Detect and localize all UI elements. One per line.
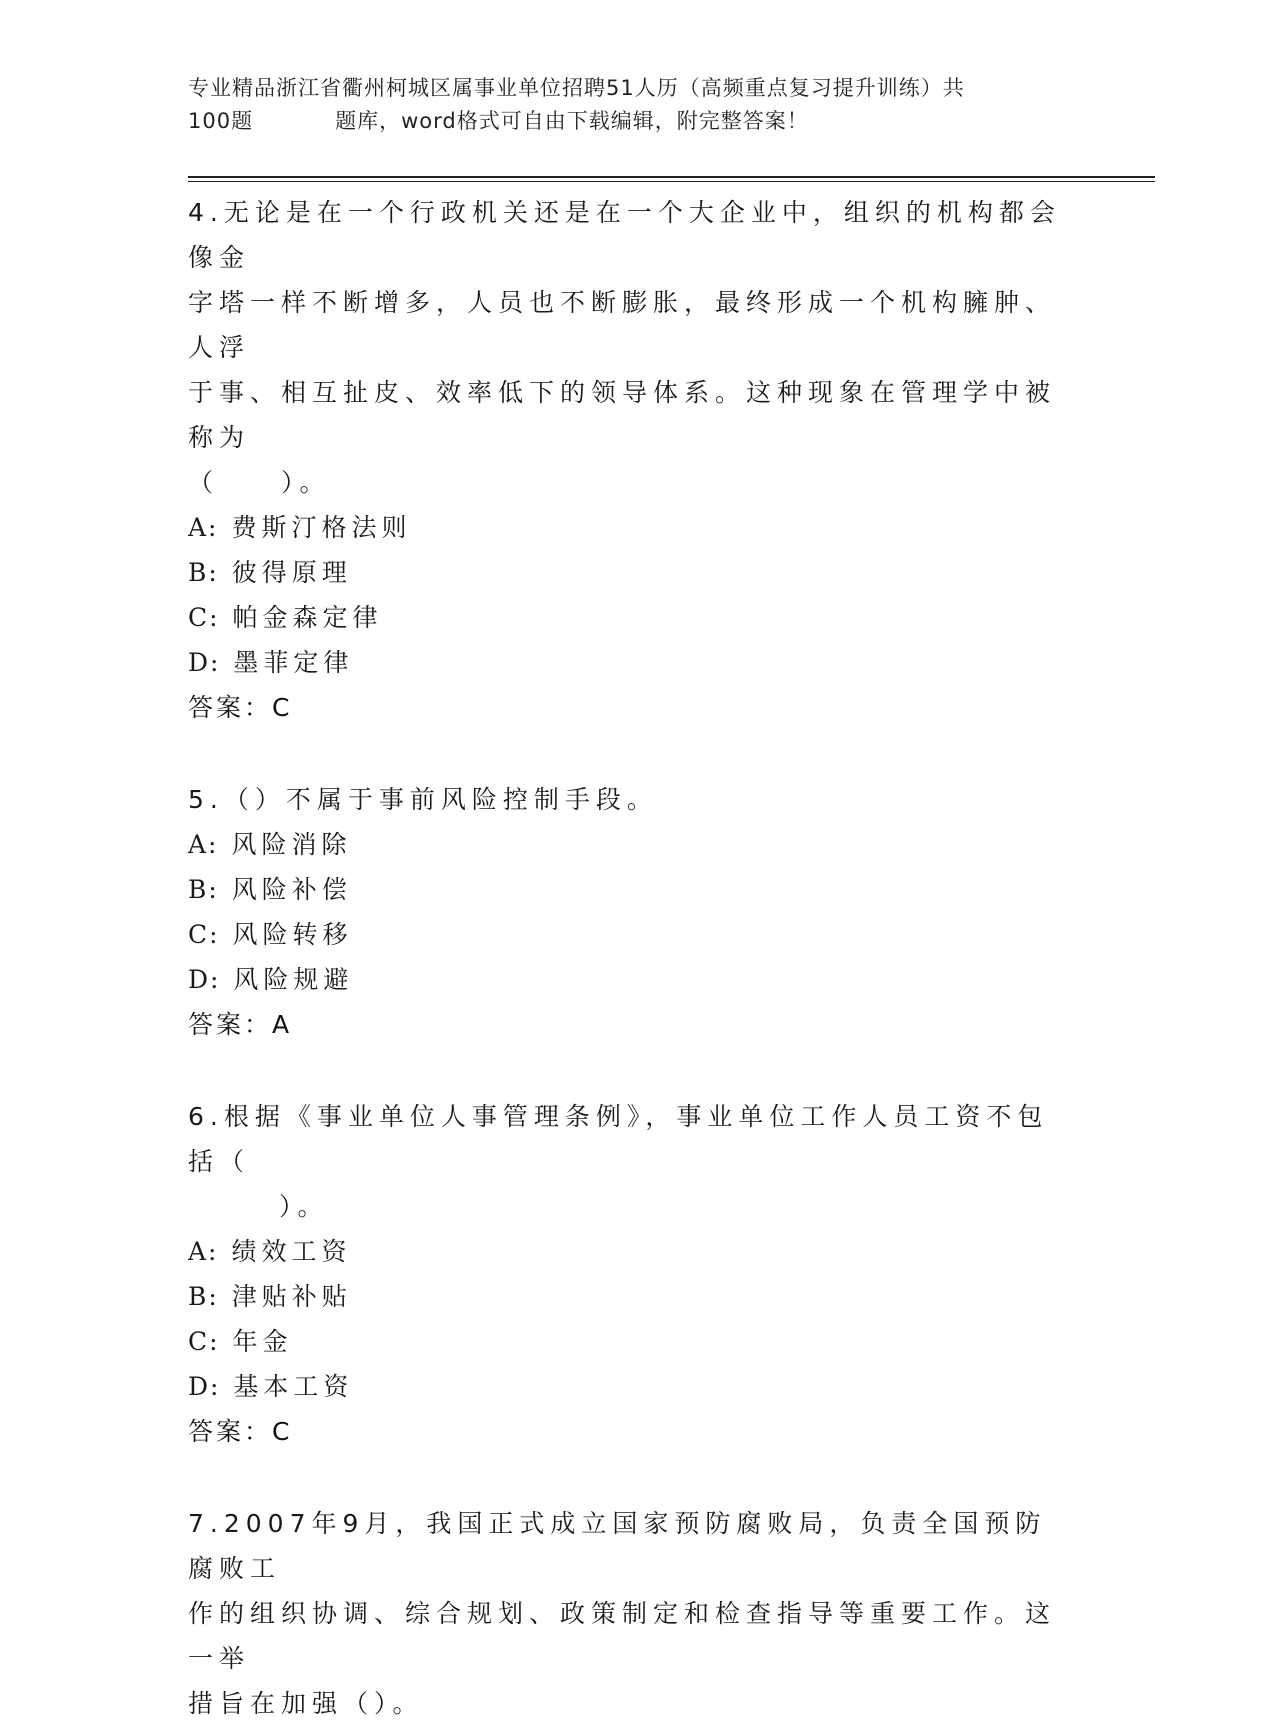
option-c bbox=[188, 912, 1068, 957]
option-d bbox=[188, 640, 1068, 685]
option-key: A: bbox=[188, 513, 219, 542]
option-key: D: bbox=[188, 965, 221, 994]
question-text-line: 4.无论是在一个行政机关还是在一个大企业中，组织的机构都会像金 bbox=[188, 198, 1061, 272]
option-text: 帕金森定律 bbox=[232, 603, 383, 632]
option-key: B: bbox=[188, 1282, 219, 1311]
option-b bbox=[188, 867, 1068, 912]
question-4 bbox=[188, 190, 1068, 730]
answer-line: 答案：C bbox=[188, 1417, 293, 1446]
question-text-line: 6.根据《事业单位人事管理条例》，事业单位工作人员工资不包括（ bbox=[188, 1102, 1049, 1176]
header-title-line2 bbox=[188, 105, 1088, 138]
option-text: 风险转移 bbox=[232, 920, 353, 949]
option-b bbox=[188, 1274, 1068, 1319]
answer-line: 答案：C bbox=[188, 693, 293, 722]
header-divider-thick bbox=[188, 176, 1155, 178]
question-5 bbox=[188, 777, 1068, 1047]
header-divider-thin bbox=[188, 181, 1155, 182]
option-text: 费斯汀格法则 bbox=[231, 513, 412, 542]
option-key: C: bbox=[188, 920, 220, 949]
question-text-line: （ ）。 bbox=[188, 468, 331, 497]
question-text-line bbox=[188, 1184, 1068, 1229]
option-text: 风险补偿 bbox=[231, 875, 352, 904]
option-c bbox=[188, 595, 1068, 640]
option-a bbox=[188, 822, 1068, 867]
option-text: 风险消除 bbox=[231, 830, 352, 859]
question-6 bbox=[188, 1094, 1068, 1454]
option-text: 彼得原理 bbox=[231, 558, 352, 587]
option-key: A: bbox=[188, 1237, 219, 1266]
option-a bbox=[188, 505, 1068, 550]
question-text-line: 字塔一样不断增多，人员也不断膨胀，最终形成一个机构臃肿、人浮 bbox=[188, 288, 1057, 362]
option-d bbox=[188, 1364, 1068, 1409]
option-text: 津贴补贴 bbox=[231, 1282, 352, 1311]
question-text-line: 于事、相互扯皮、效率低下的领导体系。这种现象在管理学中被称为 bbox=[188, 378, 1057, 452]
question-text-line: 7.2007年9月，我国正式成立国家预防腐败局，负责全国预防腐败工 bbox=[188, 1509, 1047, 1583]
question-text-line: 作的组织协调、综合规划、政策制定和检查指导等重要工作。这一举 bbox=[188, 1599, 1057, 1673]
option-c bbox=[188, 1319, 1068, 1364]
question-text-line: 措旨在加强（）。 bbox=[188, 1689, 424, 1718]
answer-line: 答案：A bbox=[188, 1010, 293, 1039]
option-key: B: bbox=[188, 558, 219, 587]
header-count: 100题 bbox=[188, 109, 254, 133]
header-subtitle: 题库，word格式可自由下载编辑，附完整答案！ bbox=[335, 109, 809, 133]
option-text: 年金 bbox=[232, 1327, 293, 1356]
question-text-line: 5.（）不属于事前风险控制手段。 bbox=[188, 785, 658, 814]
header-title-line1: 专业精品浙江省衢州柯城区属事业单位招聘51人历（高频重点复习提升训练）共 bbox=[188, 76, 965, 100]
option-text: 基本工资 bbox=[233, 1372, 354, 1401]
document-header bbox=[188, 72, 1088, 138]
option-b bbox=[188, 550, 1068, 595]
option-d bbox=[188, 957, 1068, 1002]
question-list bbox=[188, 190, 1068, 1726]
option-text: 绩效工资 bbox=[231, 1237, 352, 1266]
question-7 bbox=[188, 1501, 1068, 1726]
option-key: C: bbox=[188, 603, 220, 632]
option-key: C: bbox=[188, 1327, 220, 1356]
option-a bbox=[188, 1229, 1068, 1274]
option-text: 风险规避 bbox=[233, 965, 354, 994]
option-key: D: bbox=[188, 648, 221, 677]
option-key: A: bbox=[188, 830, 219, 859]
option-key: B: bbox=[188, 875, 219, 904]
question-text-continuation: ）。 bbox=[248, 1192, 329, 1221]
option-text: 墨菲定律 bbox=[233, 648, 354, 677]
option-key: D: bbox=[188, 1372, 221, 1401]
